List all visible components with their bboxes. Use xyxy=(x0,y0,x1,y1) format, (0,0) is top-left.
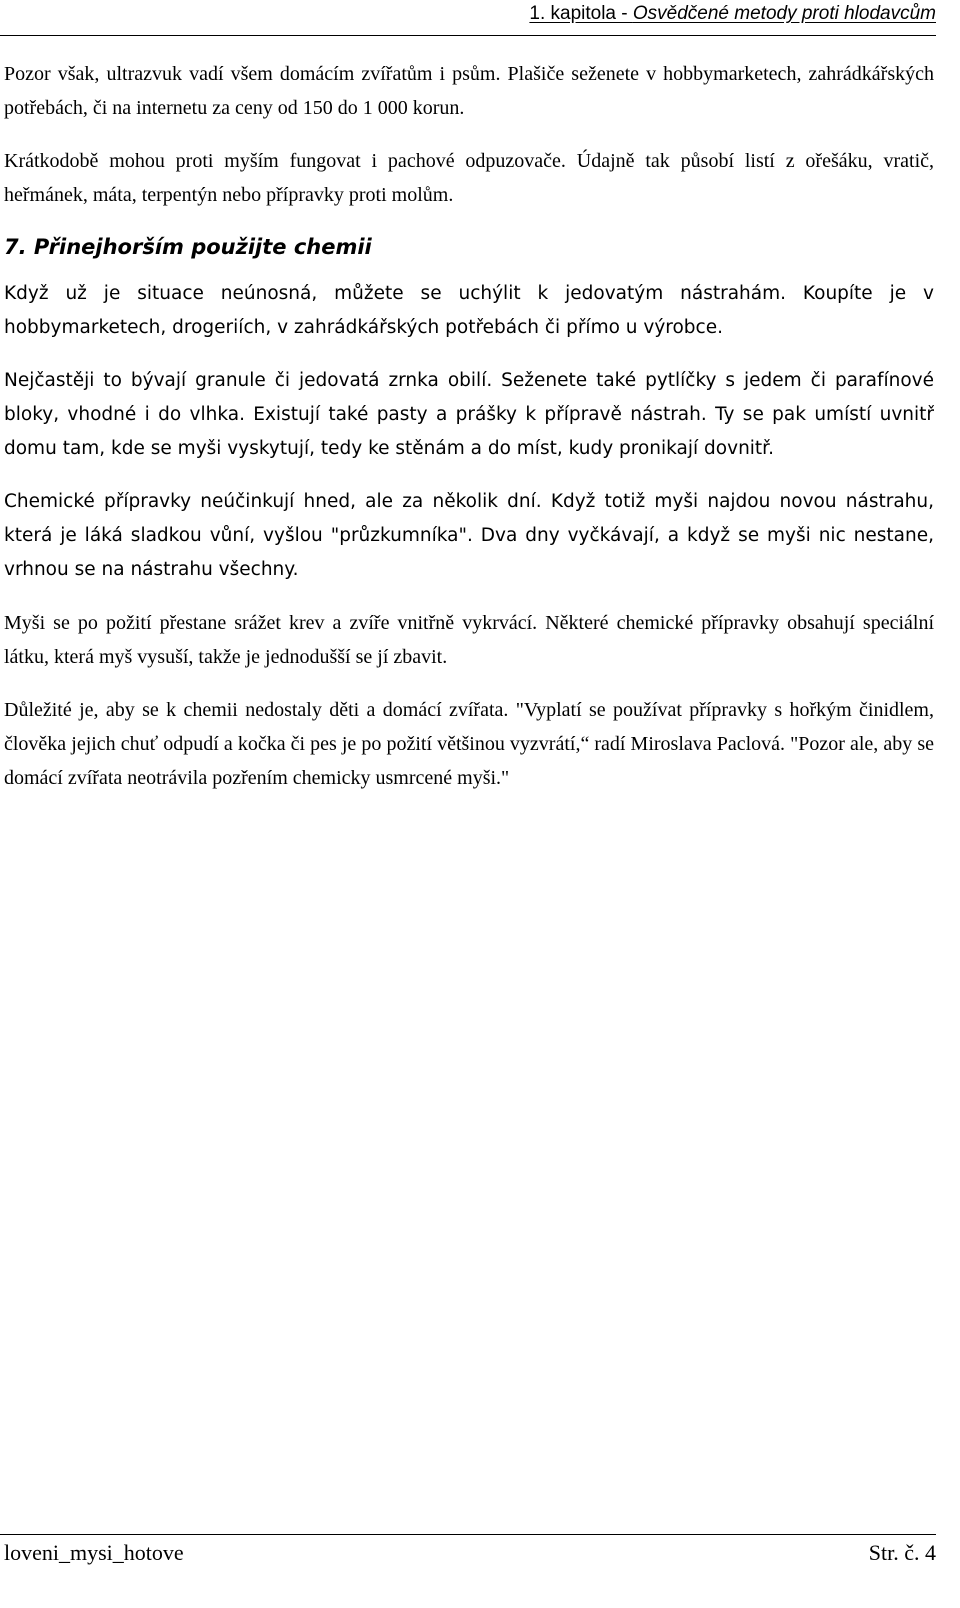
page-footer xyxy=(0,1534,936,1574)
paragraph-ultrasound-warning: Pozor však, ultrazvuk vadí všem domácím zvířatům i psům. Plašiče seženete v hobbymarketech, zahrádkářských potřebách, či na internetu za ceny od 150 do 1 000 korun. xyxy=(4,63,934,119)
page-number: Str. č. 4 xyxy=(868,1540,936,1565)
paragraph-bait-types: Nejčastěji to bývají granule či jedovatá zrnka obilí. Seženete také pytlíčky s jedem či parafínové bloky, vhodné i do vlhka. Existují také pasty a prášky k přípravě nástrah. Ty se pak umístí uvnitř domu tam, kde se myši vyskytují, tedy ke stěnám a do míst, kudy pronikají dovnitř. xyxy=(4,370,934,459)
running-header xyxy=(529,1,936,27)
chapter-number: 1. kapitola - xyxy=(529,3,633,24)
paragraph-delayed-effect: Chemické přípravky neúčinkují hned, ale za několik dní. Když totiž myši najdou novou nástrahu, která je láká sladkou vůní, vyšlou "průzkumníka". Dva dny vyčkávají, a když se myši nic nestane, vrhnou se na nástrahu všechny. xyxy=(4,491,934,580)
footer-divider xyxy=(0,1534,936,1535)
section-heading: 7. Přinejhorším použijte chemii xyxy=(4,235,372,259)
page-header xyxy=(0,0,960,40)
document-name: loveni_mysi_hotove xyxy=(4,1540,184,1565)
header-divider xyxy=(0,35,936,36)
paragraph-scent-repellents: Krátkodobě mohou proti myším fungovat i pachové odpuzovače. Údajně tak působí listí z ořešáku, vratič, heřmánek, máta, terpentýn nebo přípravky proti molům. xyxy=(4,150,934,206)
paragraph-pet-safety: Důležité je, aby se k chemii nedostaly děti a domácí zvířata. "Vyplatí se používat přípravky s hořkým činidlem, člověka jejich chuť odpudí a kočka či pes je po požití většinou vyzvrátí,“ radí Miroslava Paclová. "Pozor ale, aby se domácí zvířata neotrávila pozřením chemicky usmrcené myši." xyxy=(4,699,934,789)
chapter-title: Osvědčené metody proti hlodavcům xyxy=(632,3,936,24)
paragraph-poison-baits: Když už je situace neúnosná, můžete se uchýlit k jedovatým nástrahám. Koupíte je v hobbymarketech, drogeriích, v zahrádkářských potřebách či přímo u výrobce. xyxy=(4,283,934,338)
paragraph-effect-on-mice: Myši se po požití přestane srážet krev a zvíře vnitřně vykrvácí. Některé chemické přípravky obsahují speciální látku, která myš vysuší, takže je jednodušší se jí zbavit. xyxy=(4,612,934,668)
document-body xyxy=(4,57,934,814)
